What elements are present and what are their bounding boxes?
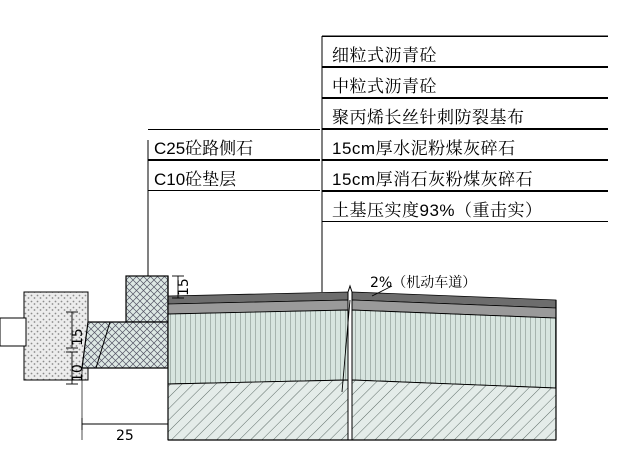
legend-row-cement-flyash <box>322 129 608 160</box>
legend-row-lime-flyash <box>322 160 608 191</box>
left-label-kerb <box>148 129 320 160</box>
dim-bedding-depth: 10 <box>70 364 86 382</box>
legend-row-medium-asphalt <box>322 67 608 98</box>
left-label-text: C25砼路侧石 <box>154 139 254 158</box>
legend-label: 15cm厚水泥粉煤灰碎石 <box>332 139 516 158</box>
legend-label: 土基压实度93%（重击实） <box>332 201 543 220</box>
annotation-cross-slope: 2%（机动车道） <box>370 275 477 291</box>
legend-label: 中粒式沥青砼 <box>332 77 437 96</box>
dim-kerb-buried: 15 <box>70 328 86 346</box>
legend-label: 聚丙烯长丝针刺防裂基布 <box>332 108 525 127</box>
legend-label: 细粒式沥青砼 <box>332 46 437 65</box>
left-label-bedding <box>148 160 320 191</box>
legend-row-geotextile <box>322 98 608 129</box>
legend-label: 15cm厚消石灰粉煤灰碎石 <box>332 170 534 189</box>
left-label-text: C10砼垫层 <box>154 170 237 189</box>
legend-row-subgrade <box>322 191 608 222</box>
dim-base-width: 25 <box>116 428 134 444</box>
legend-row-fine-asphalt <box>322 36 608 67</box>
dim-kerb-height: 15 <box>176 278 192 296</box>
